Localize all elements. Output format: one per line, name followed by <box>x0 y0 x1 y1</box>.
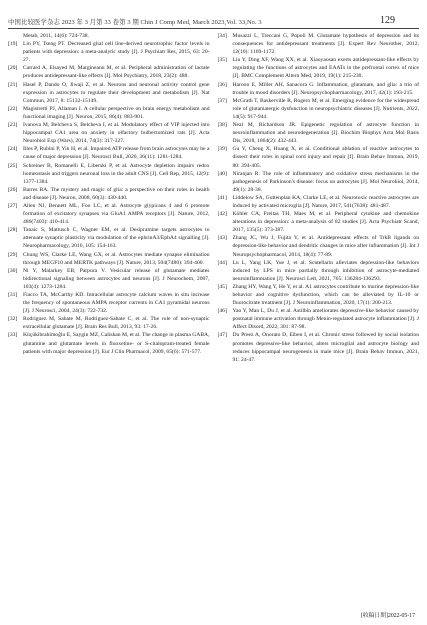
right-column <box>218 32 420 615</box>
reference-item <box>218 81 420 97</box>
reference-item <box>218 210 420 234</box>
reference-text: Lin PY, Tseng PT. Decreased glial cell line-derived neurotrophic factor levels in patients with depression: a meta-analytic study [J]. J Psychiatr Res, 2015, 63: 20-27. <box>23 41 210 64</box>
journal-citation: 中国比较医学杂志 2023 年 3 月第 33 卷第 3 期 Chin J Comp Med, March 2023,Vol. 33,No. 3 <box>8 19 262 26</box>
running-header <box>8 8 419 29</box>
reference-item <box>218 97 420 121</box>
reference-item <box>218 56 420 80</box>
reference-number: [35] <box>217 57 227 64</box>
reference-number: [38] <box>217 122 227 129</box>
reference-item <box>218 32 420 56</box>
reference-text: Barres BA. The mystery and magic of glia: a perspective on their roles in health and disease [J]. Neuron, 2008, 60(3): 430-440. <box>23 186 210 201</box>
reference-number: [39] <box>217 146 227 153</box>
reference-text: Metab, 2011, 14(6): 724-738. <box>23 33 89 39</box>
reference-item <box>8 331 210 355</box>
reference-number: [20] <box>8 65 18 72</box>
reference-item <box>8 121 210 145</box>
reference-text: Tanaic S, Mattusch C, Wagner EM, et al. Desipramine targets astrocytes to attenuate synaptic plasticity via modulation of the ephrinA3/EphA4 signalling [J]. Neuropharmacology, 2016, 105: 154-163. <box>23 227 210 250</box>
reference-text: Zhang HY, Wang Y, He Y, et al. A1 astrocytes contribute to murine depression-like behavior and cognitive dysfunction, which can be alleviated by IL-10 or fluorocitrate treatment [J]. J Neuroinflammation, 2020, 17(1): 200-213. <box>232 283 419 307</box>
reference-text: Neal M, Richardson JR. Epigenetic regulation of astrocyte function in neuroinflammation and neurodegeneration [J]. Biochim Biophys Acta Mol Basis Dis, 2018, 1864(2): 432-443. <box>232 122 419 145</box>
reference-item <box>8 145 210 161</box>
reference-item <box>8 81 210 105</box>
reference-text: Allen NJ, Bennett ML, Foo LC, et al. Astrocyte glypicans 4 and 6 promote formation of excitatory synapses via GluA1 AMPA receptors [J]. Nature, 2012, 486(7403): 410-414. <box>23 202 210 226</box>
reference-item <box>8 186 210 202</box>
reference-number: [44] <box>217 259 227 266</box>
reference-text: Du Preez A, Onorato D, Eiben I, et al. Chronic stress followed by social isolation promotes depressive-like behavior, alters microglial and astrocyte biology and reduces hippocampal neurogenesis in male mice [J]. Brain Behav Immun, 2021, 91: 24-47. <box>232 332 419 363</box>
reference-text: Schreiner B, Romanelli E, Liberski P, et al. Astrocyte depletion impairs redox homeostasis and triggers neuronal loss in the adult CNS [J]. Cell Rep, 2015, 12(9): 1377-1384. <box>23 162 210 185</box>
reference-number: [33] <box>8 332 18 339</box>
reference-text: Niranjan R. The role of inflammatory and oxidative stress mechanisms in the pathogenesis of Parkinson's disease: focus on astrocytes [J]. Mol Neurobiol, 2014, 49(1): 28-38. <box>232 170 419 193</box>
reference-number: [23] <box>8 122 18 129</box>
reference-number: [26] <box>8 186 18 193</box>
reference-number: [37] <box>217 97 227 104</box>
reference-item <box>8 40 210 64</box>
received-date: [收稿日期]2022-05-17 <box>360 613 415 619</box>
reference-text: Lu L, Yang LK, Yue J, et al. Scutellarin alleviates depression-like behaviors induced by LPS in mice partially through inhibition of astrocyte-mediated neuroinflammation [J]. Neurosci Lett, 2021, 765: 136284-136293. <box>232 259 419 282</box>
reference-text: Küçükibrahimoğlu E, Saygin MZ, Caliskan M, et al. The change in plasma GABA, glutamine and glutamate levels in fluoxetine- or S-citalopram-treated female patients with major depression [J]. Eur J Clin Pharmacol, 2009, 65(6): 571-577. <box>23 332 210 355</box>
reference-item <box>8 251 210 267</box>
reference-text: Hasel P, Dando O, Jiwaji Z, et al. Neurons and neuronal activity control gene expression in astrocytes to regulate their development and metabolism [J]. Nat Commun, 2017, 8: 15132-15149. <box>23 81 210 104</box>
reference-item <box>218 145 420 169</box>
reference-text: Illes P, Rubini P, Yin H, et al. Impaired ATP release from brain astrocytes may be a cause of major depression [J]. Neurosci Bull, 2020, 36(11): 1281-1284. <box>23 146 210 161</box>
reference-number: [19] <box>8 41 18 48</box>
reference-item <box>218 283 420 307</box>
reference-item <box>8 291 210 315</box>
reference-item <box>218 194 420 210</box>
reference-item <box>218 331 420 363</box>
reference-text: Musazzi L, Treccani G, Popoli M. Glutamate hypothesis of depression and its consequences for antidepressant treatments [J]. Expert Rev Neurother, 2012, 12(10): 1169-1172. <box>232 33 419 56</box>
reference-text: Chung WS, Clarke LE, Wang GX, et al. Astrocytes mediate synapse elimination through MEGF10 and MERTK pathways [J]. Nature, 2013, 504(7480): 394-400. <box>23 251 210 266</box>
left-column <box>8 32 210 615</box>
reference-item <box>8 202 210 226</box>
reference-text: Magistretti PJ, Allaman I. A cellular perspective on brain energy metabolism and functional imaging [J]. Neuron, 2015, 86(4): 883-901. <box>23 105 210 120</box>
reference-number: [25] <box>8 162 18 169</box>
page-number: 129 <box>380 15 395 26</box>
reference-number: [28] <box>8 227 18 234</box>
reference-text: Liu Y, Ding XF, Wang XX, et al. Xiaoyaosan exerts antidepressant-like effects by regulating the functions of astrocytes and EAATs in the prefrontal cortex of mice [J]. BMC Complement Altern Med, 2019, 19(1): 215-230. <box>232 57 419 80</box>
reference-item <box>218 259 420 283</box>
reference-number: [46] <box>217 308 227 315</box>
reference-number: [40] <box>217 170 227 177</box>
reference-item <box>218 234 420 258</box>
reference-text: Ni Y, Malarkey EB, Parpura V. Vesicular release of glutamate mediates bidirectional signaling between astrocytes and neurons [J]. J Neurochem, 2007, 103(4): 1273-1284. <box>23 267 210 290</box>
reference-item <box>8 105 210 121</box>
reference-item <box>218 121 420 145</box>
reference-number: [31] <box>8 292 18 298</box>
reference-text: Rodriguez M, Sabate M, Rodriguez-Sabate C, et al. The role of non-synaptic extracellular glutamate [J]. Brain Res Bull, 2013, 93: 17-26. <box>23 316 210 331</box>
reference-item <box>8 267 210 291</box>
reference-text: Gu Y, Cheng X, Huang X, et al. Conditional ablation of reactive astrocytes to dissect their roles in spinal cord injury and repair [J]. Brain Behav Immun, 2019, 80: 394-405. <box>232 146 419 169</box>
reference-number: [45] <box>217 283 227 290</box>
reference-item <box>218 307 420 331</box>
reference-number: [32] <box>8 316 18 323</box>
reference-item <box>8 162 210 186</box>
reference-number: [36] <box>217 81 227 88</box>
reference-text: Ivanova M, Belcheva S, Belcheva I, et al. Modulatory effect of VIP injected into hippocampal CA1 area on anxiety in olfactory bulbectomized rats [J]. Acta Neurobiol Exp (Wars), 2014, 74(3): 317-327. <box>23 122 210 145</box>
reference-number: [47] <box>217 332 227 339</box>
reference-number: [41] <box>217 194 227 201</box>
reference-number: [42] <box>217 211 227 218</box>
reference-item <box>8 64 210 80</box>
reference-number: [21] <box>8 81 18 88</box>
reference-item <box>8 32 210 40</box>
reference-number: [43] <box>217 235 227 242</box>
reference-text: McGrath T, Baskerville R, Rogero M, et al. Emerging evidence for the widespread role of glutamatergic dysfunction in neuropsychiatric diseases [J]. Nutrients, 2022, 14(5): 917-944. <box>232 97 419 120</box>
reference-item <box>8 226 210 250</box>
reference-text: Liddelow SA, Guttenplan KA, Clarke LE, et al. Neurotoxic reactive astrocytes are induced by activated microglia [J]. Nature, 2017, 541(7638): 481-487. <box>232 194 419 209</box>
reference-item <box>8 315 210 331</box>
reference-number: [22] <box>8 105 18 112</box>
reference-number: [29] <box>8 251 18 258</box>
reference-number: [30] <box>8 267 18 274</box>
reference-text: Carrard A, Elsayed M, Margineanu M, et al. Peripheral administration of lactate produces antidepressant-like effects [J]. Mol Psychiatry, 2018, 23(2): 488. <box>23 65 210 80</box>
reference-item <box>218 170 420 194</box>
reference-number: [34] <box>217 33 227 39</box>
reference-number: [24] <box>8 146 18 153</box>
reference-columns <box>8 32 419 615</box>
reference-text: Haroon E, Miller AH, Sanacora G. Inflammation, glutamate, and glia: a trio of trouble in mood disorders [J]. Neuropsychopharmacology, 2017, 42(1): 193-215. <box>232 81 419 96</box>
reference-text: Yao Y, Man L, Du J, et al. Astilbin ameliorates depressive-like behavior caused by postnatal immune activation through Menin-regulated astrocyte inflammation [J]. J Affect Disord, 2022, 301: 87-98. <box>232 308 419 331</box>
reference-text: Zhang JC, Wu J, Fujita Y, et al. Antidepressant effects of TrkB ligands on depression-like behavior and dendritic changes in mice after inflammation [J]. Int J Neuropsychopharmacol, 2014, 18(4): 77-89. <box>232 235 419 258</box>
reference-text: Fiacco TA, McCarthy KD. Intracellular astrocyte calcium waves in situ increase the frequency of spontaneous AMPA receptor currents in CA1 pyramidal neurons [J]. J Neurosci, 2004, 24(3): 722-732. <box>23 292 210 315</box>
reference-text: Köhler CA, Freitas TH, Maes M, et al. Peripheral cytokine and chemokine alterations in depression: a meta-analysis of 82 studies [J]. Acta Psychiatr Scand, 2017, 135(5): 373-387. <box>232 211 419 234</box>
reference-number: [27] <box>8 202 18 209</box>
